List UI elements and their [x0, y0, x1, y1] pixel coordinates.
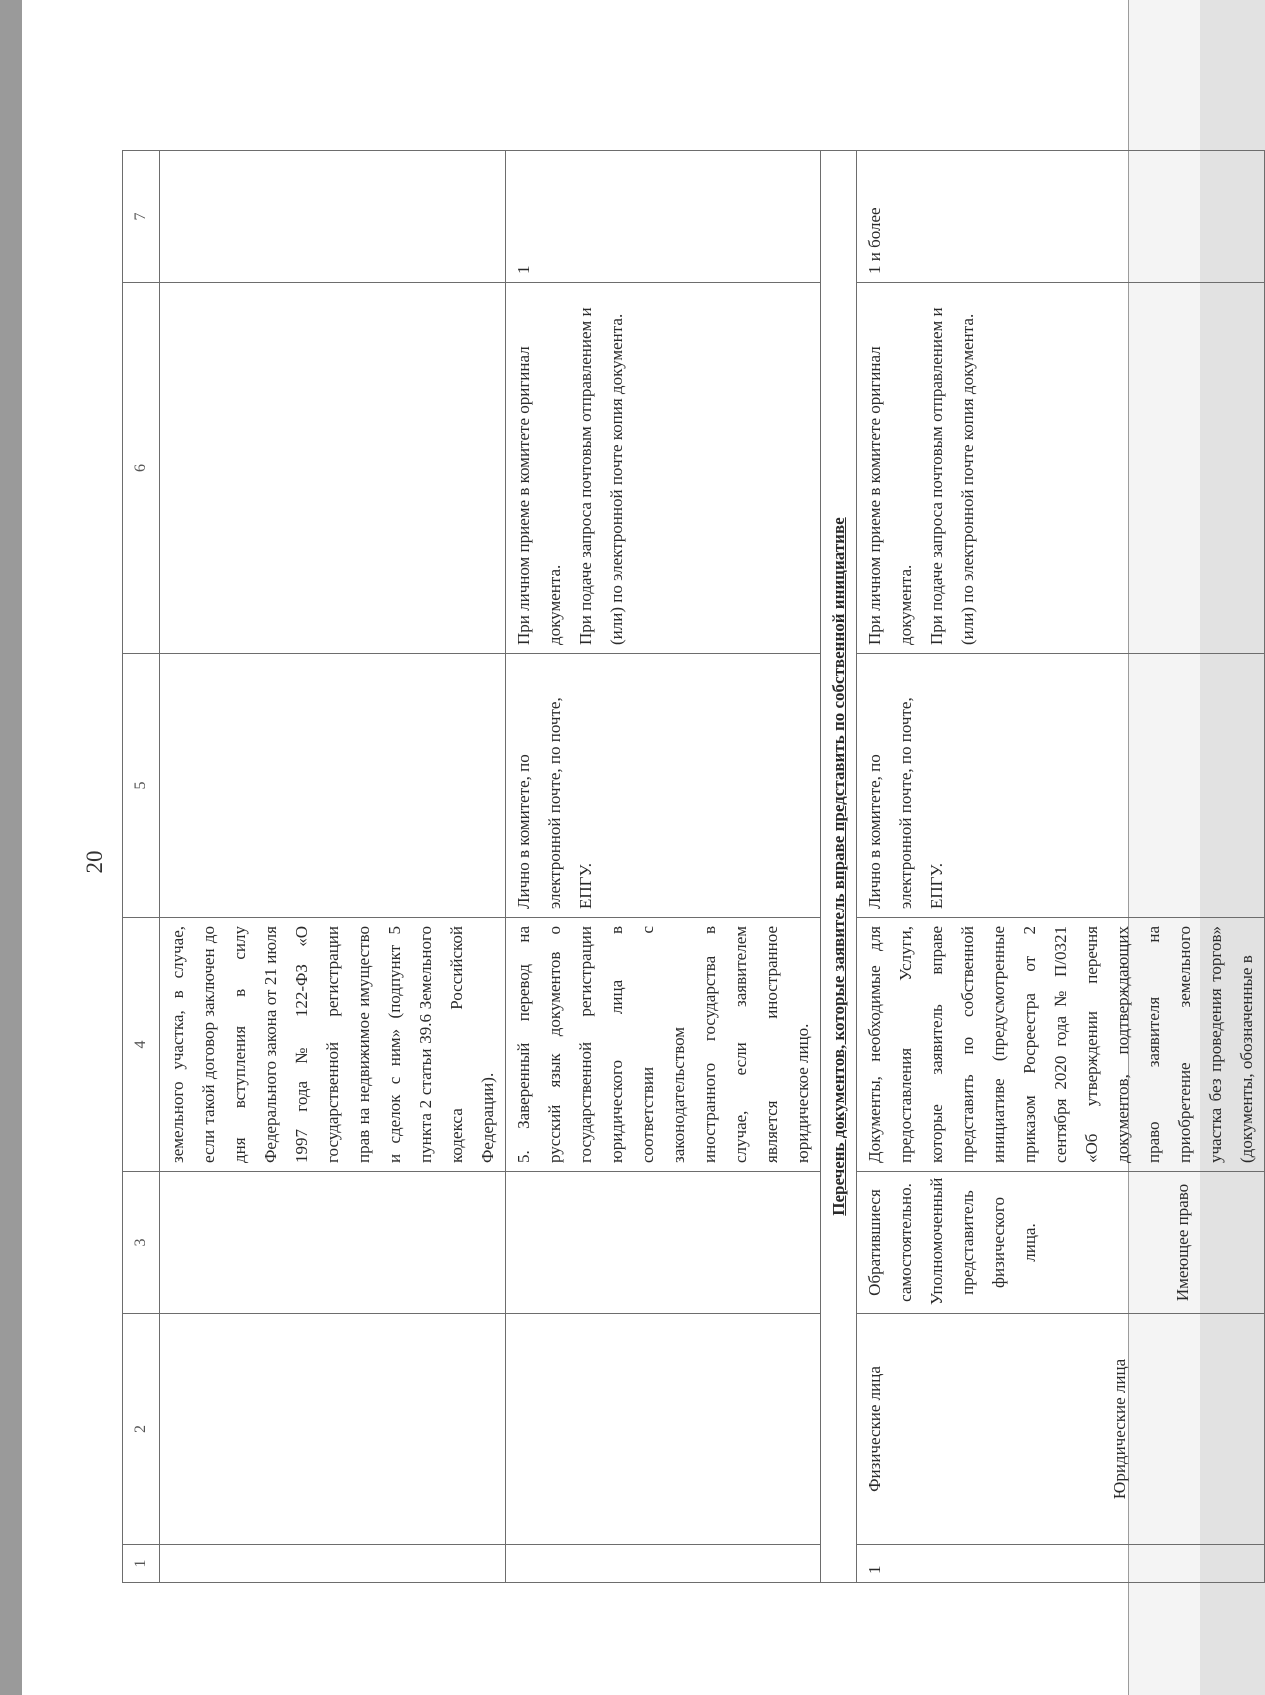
column-header: 4	[123, 918, 160, 1172]
cell-category	[506, 1314, 821, 1545]
category-line: Физические лица	[865, 1366, 884, 1492]
cell-applicant	[506, 1172, 821, 1314]
column-header: 2	[123, 1314, 160, 1545]
cell-category	[160, 1314, 506, 1545]
cell-number: 1	[857, 1545, 1265, 1583]
cell-method: Лично в комитете, по электронной почте, по почте, ЕПГУ.	[506, 654, 821, 918]
requirement-line: При подаче запроса почтовым отправлением и (или) по электронной почте копия документа.	[576, 307, 626, 645]
column-header-row	[123, 151, 160, 1583]
cell-document: 5. Заверенный перевод на русский язык документов о государственной регистрации юридического лица в соответствии с законодательством иностранного государства в случае, если заявителем является иностранное юридическое лицо.	[506, 918, 821, 1172]
category-line: Юридические лица	[1110, 1358, 1129, 1500]
cell-requirements	[160, 283, 506, 654]
section-title: Перечень документов, которые заявитель вправе представить по собственной инициативе	[821, 151, 857, 1583]
applicant-line: Имеющее право	[1173, 1183, 1192, 1302]
section-row	[821, 151, 857, 1583]
cell-document: земельного участка, в случае, если такой договор заключен до дня вступления в силу Федерального закона от 21 июля 1997 года № 122-ФЗ «О государственной регистрации прав на недвижимое имущество и сделок с ним» (подпункт 5 пункта 2 статьи 39.6 Земельного кодекса Российской Федерации).	[160, 918, 506, 1172]
cell-document: Документы, необходимые для предоставления Услуги, которые заявитель вправе представить по собственной инициативе (предусмотренные приказом Росреестра от 2 сентября 2020 года № П/0321 «Об утверждении перечня документов, подтверждающих право заявителя на приобретение земельного участка без проведения торгов» (документы, обозначенные в	[857, 918, 1265, 1172]
cell-count: 1	[506, 151, 821, 283]
table-row	[857, 151, 1265, 1583]
column-header: 3	[123, 1172, 160, 1314]
cell-number	[160, 1545, 506, 1583]
cell-method	[160, 654, 506, 918]
scanner-left-strip	[0, 0, 22, 1695]
column-header: 7	[123, 151, 160, 283]
table-row	[506, 151, 821, 1583]
requirement-line: При подаче запроса почтовым отправлением и (или) по электронной почте копия документа.	[927, 307, 977, 645]
page-number: 20	[82, 850, 107, 874]
cell-applicant	[160, 1172, 506, 1314]
rotated-page	[22, 0, 1256, 1695]
cell-requirements	[506, 283, 821, 654]
documents-table	[122, 150, 1265, 1583]
applicant-line: Обратившиеся самостоятельно.	[865, 1183, 915, 1302]
cell-count: 1 и более	[857, 151, 1265, 283]
column-header: 6	[123, 283, 160, 654]
cell-applicant	[857, 1172, 1265, 1314]
requirement-line: При личном приеме в комитете оригинал документа.	[865, 346, 915, 645]
column-header: 1	[123, 1545, 160, 1583]
cell-requirements	[857, 283, 1265, 654]
table-row	[160, 151, 506, 1583]
applicant-line: Уполномоченный представитель физического лица.	[927, 1177, 1039, 1305]
cell-method: Лично в комитете, по электронной почте, по почте, ЕПГУ.	[857, 654, 1265, 918]
requirement-line: При личном приеме в комитете оригинал документа.	[514, 346, 564, 645]
cell-number	[506, 1545, 821, 1583]
cell-count	[160, 151, 506, 283]
cell-category	[857, 1314, 1265, 1545]
column-header: 5	[123, 654, 160, 918]
